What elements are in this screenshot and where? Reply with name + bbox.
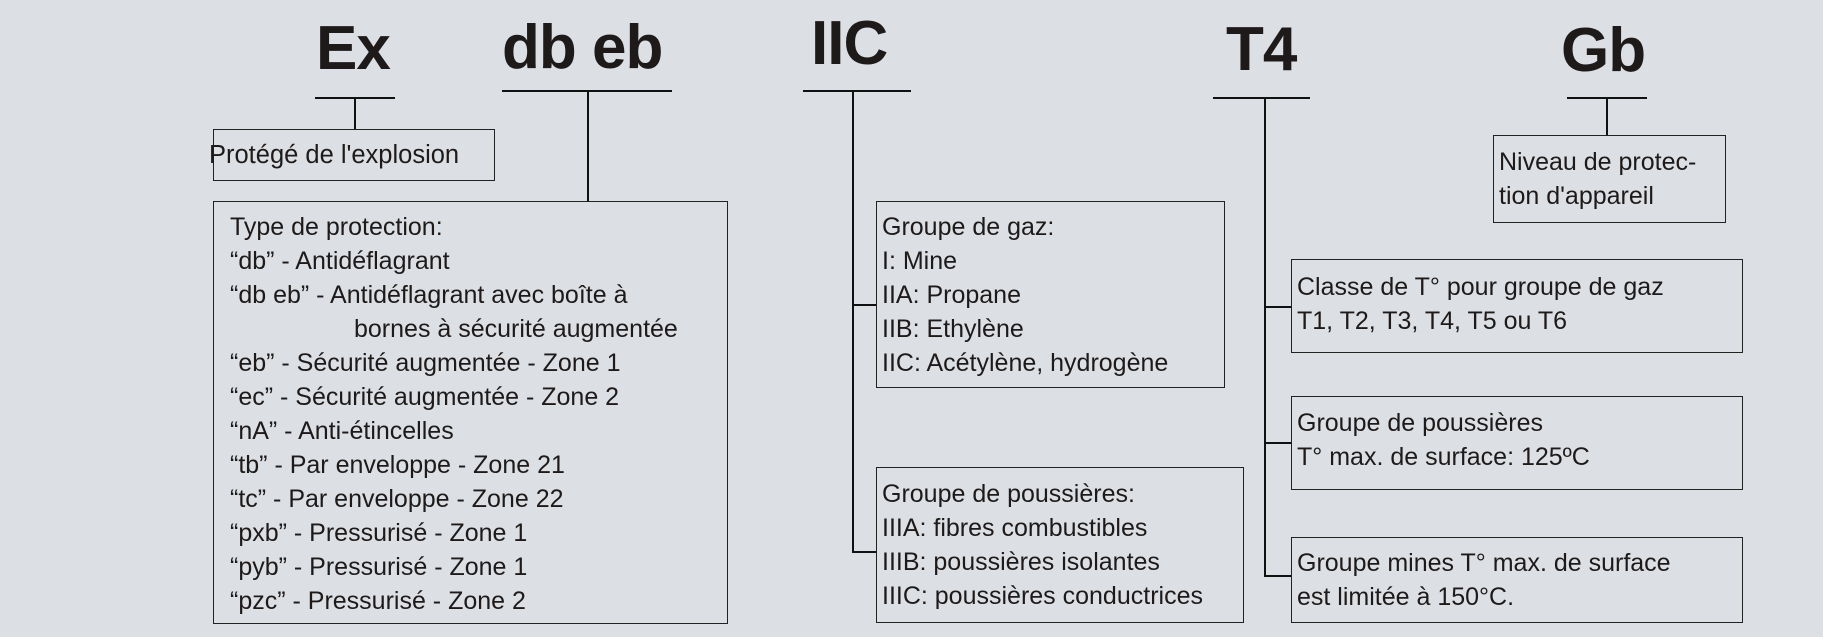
gas-group-text: [882, 210, 1168, 380]
temp-class-line: Classe de T° pour groupe de gaz: [1297, 273, 1664, 301]
mines-line: est limitée à 150°C.: [1297, 583, 1515, 611]
gas-group-underline: [803, 90, 911, 92]
epl-line: tion d'appareil: [1499, 182, 1654, 210]
dust-temp-line: T° max. de surface: 125ºC: [1297, 443, 1590, 471]
protection-type-item: “nA” - Anti-étincelles: [230, 417, 454, 445]
dust-group-box-stub: [852, 551, 876, 553]
protection-type-item: “pxb” - Pressurisé - Zone 1: [230, 519, 528, 547]
gas-group-item: IIC: Acétylène, hydrogène: [882, 349, 1169, 377]
protection-type-text: [230, 210, 678, 618]
code-gas-group: IIC: [811, 9, 888, 78]
gas-group-item: IIB: Ethylène: [882, 315, 1024, 343]
protection-type-item: “tc” - Par enveloppe - Zone 22: [230, 485, 564, 513]
code-epl: Gb: [1561, 16, 1646, 85]
temp-class-line: T1, T2, T3, T4, T5 ou T6: [1297, 307, 1568, 335]
gas-group-item: I: Mine: [882, 247, 958, 275]
temp-class-underline: [1213, 97, 1310, 99]
protection-type-item: “eb” - Sécurité augmentée - Zone 1: [230, 349, 621, 377]
dust-temp-box-stub: [1264, 442, 1291, 444]
temp-class-text: [1297, 270, 1664, 338]
protection-connector: [587, 90, 589, 202]
protection-type-title: Type de protection:: [230, 213, 443, 241]
protection-type-item: “db” - Antidéflagrant: [230, 247, 450, 275]
epl-connector: [1606, 97, 1608, 135]
gas-group-connector: [852, 90, 854, 553]
dust-temp-line: Groupe de poussières: [1297, 409, 1543, 437]
ex-connector: [354, 97, 356, 130]
gas-group-title: Groupe de gaz:: [882, 213, 1055, 241]
dust-group-title: Groupe de poussières:: [882, 480, 1135, 508]
epl-line: Niveau de protec-: [1499, 148, 1697, 176]
ex-description-text: Protégé de l'explosion: [209, 141, 460, 169]
dust-temp-text: [1297, 406, 1590, 474]
dust-group-item: IIIA: fibres combustibles: [882, 514, 1148, 542]
protection-type-item: “pyb” - Pressurisé - Zone 1: [230, 553, 528, 581]
gas-box-stub: [852, 304, 876, 306]
code-temp-class: T4: [1226, 15, 1297, 84]
temp-class-box-stub: [1264, 306, 1291, 308]
temp-class-connector: [1264, 97, 1266, 576]
code-protection: db eb: [502, 13, 663, 82]
protection-type-item: “ec” - Sécurité augmentée - Zone 2: [230, 383, 620, 411]
epl-text: [1499, 145, 1696, 213]
mines-box-stub: [1264, 575, 1291, 577]
dust-group-item: IIIC: poussières conductrices: [882, 582, 1203, 610]
mines-text: [1297, 546, 1671, 614]
dust-group-item: IIIB: poussières isolantes: [882, 548, 1160, 576]
protection-type-item: “pzc” - Pressurisé - Zone 2: [230, 587, 526, 615]
protection-type-item: “tb” - Par enveloppe - Zone 21: [230, 451, 565, 479]
protection-type-item: “db eb” - Antidéflagrant avec boîte à: [230, 281, 628, 309]
mines-line: Groupe mines T° max. de surface: [1297, 549, 1671, 577]
code-ex: Ex: [316, 14, 390, 83]
gas-group-item: IIA: Propane: [882, 281, 1021, 309]
dust-group-text: [882, 477, 1203, 613]
protection-type-item-continued: bornes à sécurité augmentée: [354, 315, 678, 343]
